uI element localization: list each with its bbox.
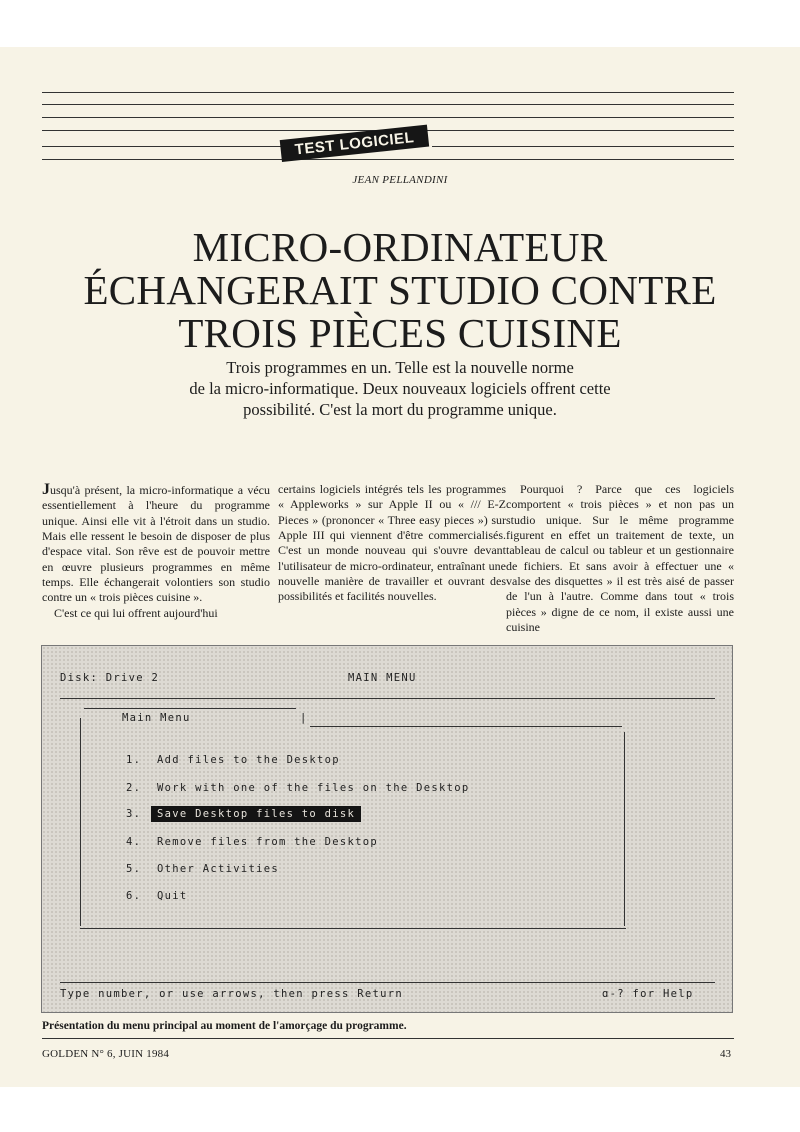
author-byline: JEAN PELLANDINI — [352, 174, 448, 186]
article-column-3 — [506, 482, 734, 635]
figure-caption: Présentation du menu principal au moment de l'amorçage du programme. — [42, 1020, 407, 1032]
header-rule — [42, 104, 734, 105]
status-instructions: Type number, or use arrows, then press Return — [60, 988, 403, 1000]
divider — [60, 698, 715, 699]
menu-box-left-edge — [80, 718, 81, 926]
headline — [40, 226, 760, 355]
section-banner: TEST LOGICIEL — [280, 125, 429, 162]
menu-item-number: 5. — [126, 863, 142, 875]
article-column-2 — [278, 482, 506, 605]
menu-item-number: 2. — [126, 782, 142, 794]
footer-rule — [42, 1038, 734, 1039]
menu-box-right-edge — [624, 732, 625, 926]
menu-item-number: 3. — [126, 808, 142, 820]
divider — [310, 726, 622, 727]
menu-item-other-activities[interactable]: Other Activities — [157, 863, 279, 875]
menu-item-remove-files[interactable]: Remove files from the Desktop — [157, 836, 379, 848]
program-screenshot — [41, 645, 733, 1013]
paragraph: certains logiciels intégrés tels les programmes « Appleworks » sur Apple II ou « /// E-Z Pieces » (prononcer « Three easy pieces ») sur Apple III qui viennent d'être commercialisés. C'est un monde nouveau qui s'ouvre devant l'utilisateur de micro-ordinateur, entraînant une nouvelle manière de travailler et ouvrant des possibilités et facilités nouvelles. — [278, 482, 506, 604]
paragraph: Pourquoi ? Parce que ces logiciels comportent « trois pièces » et non pas un studio unique. Sur le même programme figurent en effet un traitement de texte, un tableau de calcul ou tableur et un gestionnaire de fichiers. Et sans avoir à effectuer une « valse des disquettes » il est très aisé de passer de l'un à l'autre. Comme dans tout « trois pièces » digne de ce nom, il existe aussi une cuisine — [506, 482, 734, 635]
menu-item-work-with-file[interactable]: Work with one of the files on the Desktop — [157, 782, 470, 794]
header-rule — [432, 146, 734, 147]
headline-line: MICRO-ORDINATEUR — [192, 224, 608, 270]
disk-label: Disk: Drive 2 — [60, 672, 160, 684]
menu-box-title: Main Menu — [122, 712, 191, 724]
divider — [60, 982, 715, 983]
footer-publication: GOLDEN N° 6, JUIN 1984 — [42, 1048, 170, 1060]
help-hint: ɑ-? for Help — [602, 988, 694, 1000]
paragraph — [42, 482, 270, 606]
header-rule — [42, 146, 282, 147]
divider — [84, 708, 296, 709]
menu-item-number: 1. — [126, 754, 142, 766]
paragraph-text: C'est ce qui lui offrent aujourd'hui — [54, 605, 218, 620]
article-column-1 — [42, 482, 270, 621]
header-rule — [42, 117, 734, 118]
deck-line: de la micro-informatique. Deux nouveaux logiciels offrent cette — [189, 379, 611, 398]
headline-line: ÉCHANGERAIT STUDIO CONTRE — [83, 267, 717, 313]
headline-line: TROIS PIÈCES CUISINE — [178, 310, 622, 356]
screen-title: MAIN MENU — [348, 672, 417, 684]
menu-item-add-files[interactable]: Add files to the Desktop — [157, 754, 340, 766]
drop-cap: J — [42, 481, 50, 498]
menu-item-quit[interactable]: Quit — [157, 890, 188, 902]
page-number: 43 — [720, 1048, 731, 1060]
deck-subtitle — [100, 357, 700, 420]
cursor-bar: | — [300, 712, 308, 724]
deck-line: Trois programmes en un. Telle est la nouvelle norme — [226, 358, 574, 377]
header-rule — [42, 159, 734, 160]
menu-item-save-desktop-selected[interactable]: Save Desktop files to disk — [151, 806, 361, 822]
deck-line: possibilité. C'est la mort du programme unique. — [243, 400, 557, 419]
paragraph — [42, 606, 270, 621]
menu-box-bottom — [80, 928, 626, 929]
menu-item-number: 6. — [126, 890, 142, 902]
header-rule — [42, 92, 734, 93]
menu-item-number: 4. — [126, 836, 142, 848]
paragraph-text: usqu'à présent, la micro-informatique a vécu essentiellement à l'heure du programme unique. Ainsi elle vit à l'étroit dans un studio. Mais elle ressent le besoin de disposer de plus d'espace vital. Son rêve est de pouvoir mettre en œuvre plusieurs programmes en même temps. Elle échangerait volontiers son studio contre un « trois pièces cuisine ». — [42, 483, 270, 605]
